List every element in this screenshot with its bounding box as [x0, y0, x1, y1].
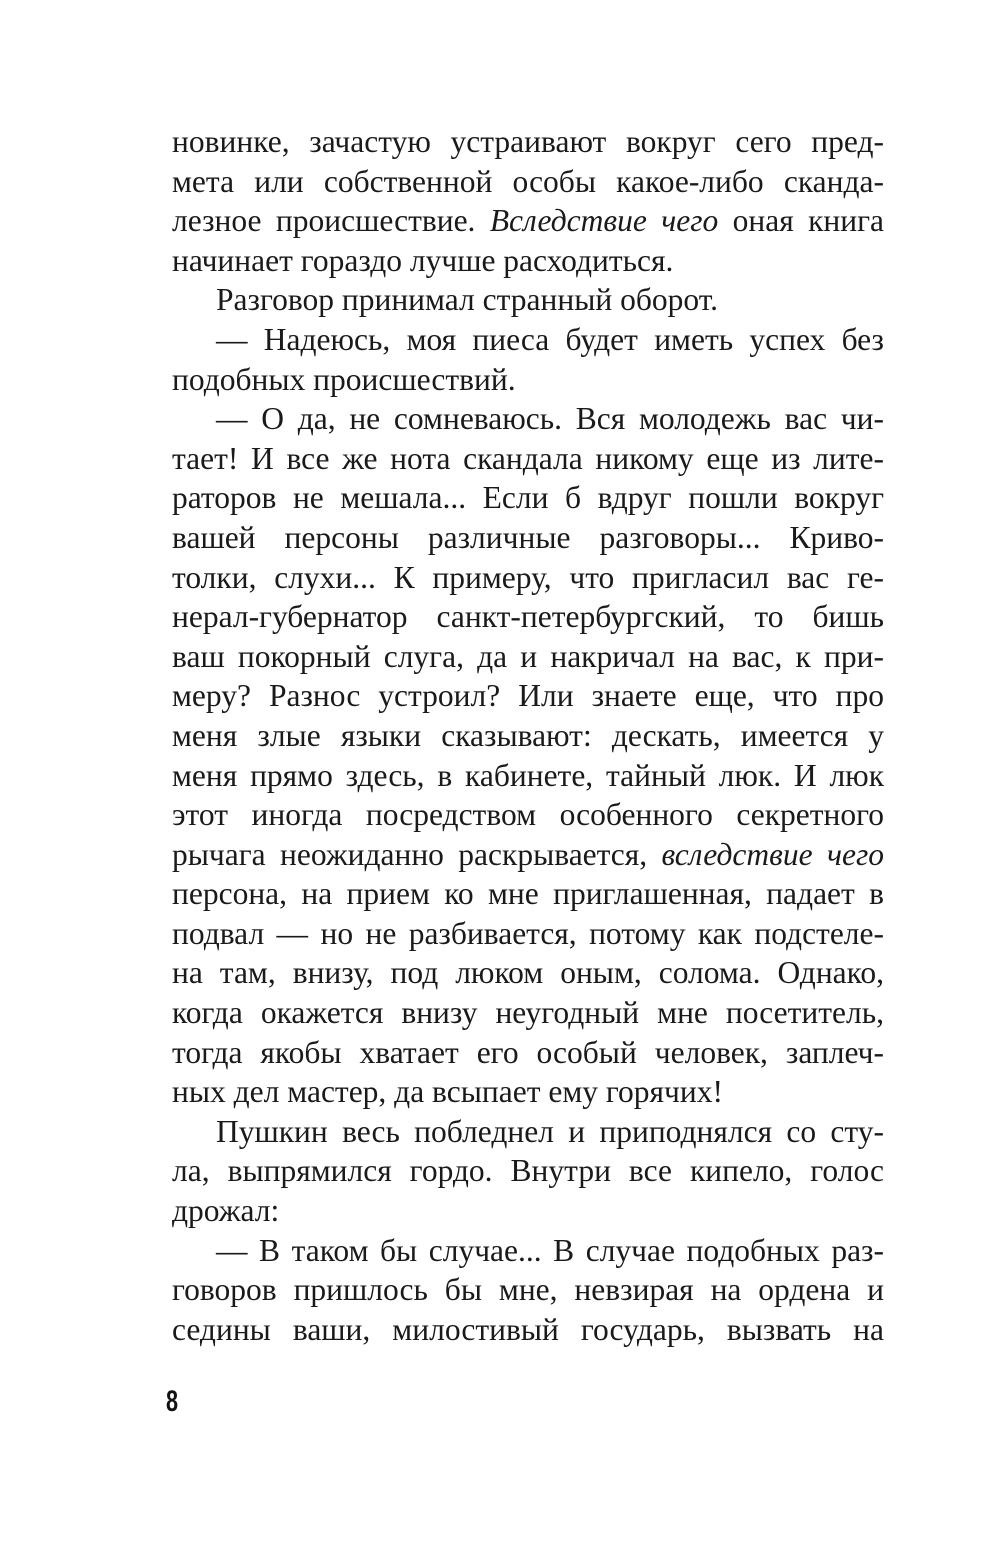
text-run: на там, внизу, под люком оным, солома. Однако,: [172, 955, 884, 991]
text-line: [172, 1191, 884, 1231]
text-run: — О да, не сомневаюсь. Вся молодежь вас чи-: [216, 401, 884, 437]
text-run: лезное происшествие.: [172, 203, 490, 239]
text-line: [172, 360, 884, 400]
text-line: [172, 162, 884, 202]
text-run: вашей персоны различные разговоры... Криво-: [172, 519, 884, 555]
text-run: седины ваши, милостивый государь, вызвать на: [172, 1311, 884, 1347]
text-line: [172, 1072, 884, 1112]
text-line: [172, 874, 884, 914]
text-line: [172, 518, 884, 558]
text-line: [172, 558, 884, 598]
text-line: [172, 1270, 884, 1310]
text-line: [172, 241, 884, 281]
text-run: нерал-губернатор санкт-петербургский, то бишь: [172, 599, 884, 635]
text-line: [172, 993, 884, 1033]
text-run: тает! И все же нота скандала никому еще из лите-: [172, 440, 884, 476]
text-line: [172, 1033, 884, 1073]
text-line: [172, 439, 884, 479]
text-line: [172, 637, 884, 677]
page-number: 8: [166, 1385, 179, 1418]
text-line: [172, 756, 884, 796]
text-run: ных дел мастер, да всыпает ему горячих!: [172, 1074, 723, 1110]
text-line: [172, 597, 884, 637]
text-run: ла, выпрямился гордо. Внутри все кипело, голос: [172, 1153, 884, 1189]
text-run: новинке, зачастую устраивают вокруг сего пред-: [172, 124, 884, 159]
text-run: дрожал:: [172, 1193, 280, 1229]
text-run: рычага неожиданно раскрывается,: [172, 836, 662, 872]
text-line: [172, 953, 884, 993]
text-line: [172, 1231, 884, 1271]
text-run: этот иногда посредством особенного секретного: [172, 797, 884, 833]
text-line: [172, 320, 884, 360]
text-line: [172, 399, 884, 439]
text-line: [172, 1310, 884, 1350]
text-line: [172, 835, 884, 875]
text-run: подвал — но не разбивается, потому как подстеле-: [172, 915, 884, 951]
text-run: Пушкин весь побледнел и приподнялся со сту-: [216, 1113, 884, 1149]
italic-phrase: Вследствие чего: [489, 203, 719, 239]
text-run: ваш покорный слуга, да и накричал на вас, к при-: [172, 638, 884, 674]
text-run: начинает гораздо лучше расходиться.: [172, 242, 674, 278]
text-line: [172, 478, 884, 518]
text-run: Разговор принимал странный оборот.: [216, 282, 718, 318]
text-line: [172, 201, 884, 241]
text-run: — В таком бы случае... В случае подобных раз-: [216, 1232, 884, 1268]
text-run: меня злые языки сказывают: дескать, имеется у: [172, 717, 884, 753]
text-run: — Надеюсь, моя пиеса будет иметь успех без: [216, 321, 884, 357]
text-run: мета или собственной особы какое-либо сканда-: [172, 163, 884, 199]
text-run: говоров пришлось бы мне, невзирая на ордена и: [172, 1272, 884, 1308]
text-run: толки, слухи... К примеру, что пригласил вас ге-: [172, 559, 884, 595]
text-line: [172, 795, 884, 835]
text-run: оная книга: [718, 203, 884, 239]
text-line: [172, 122, 884, 162]
text-line: [172, 1112, 884, 1152]
text-run: раторов не мешала... Если б вдруг пошли вокруг: [172, 480, 884, 516]
text-run: персона, на прием ко мне приглашенная, падает в: [172, 876, 884, 912]
text-line: [172, 676, 884, 716]
text-run: когда окажется внизу неугодный мне посетитель,: [172, 995, 884, 1031]
text-run: меру? Разнос устроил? Или знаете еще, что про: [172, 678, 884, 714]
text-line: [172, 914, 884, 954]
text-run: тогда якобы хватает его особый человек, заплеч-: [172, 1034, 884, 1070]
text-line: [172, 280, 884, 320]
text-line: [172, 716, 884, 756]
italic-phrase: вследствие чего: [661, 836, 885, 872]
body-text: [172, 122, 884, 1349]
text-run: меня прямо здесь, в кабинете, тайный люк. И люк: [172, 757, 884, 793]
text-line: [172, 1151, 884, 1191]
text-run: подобных происшествий.: [172, 361, 516, 397]
